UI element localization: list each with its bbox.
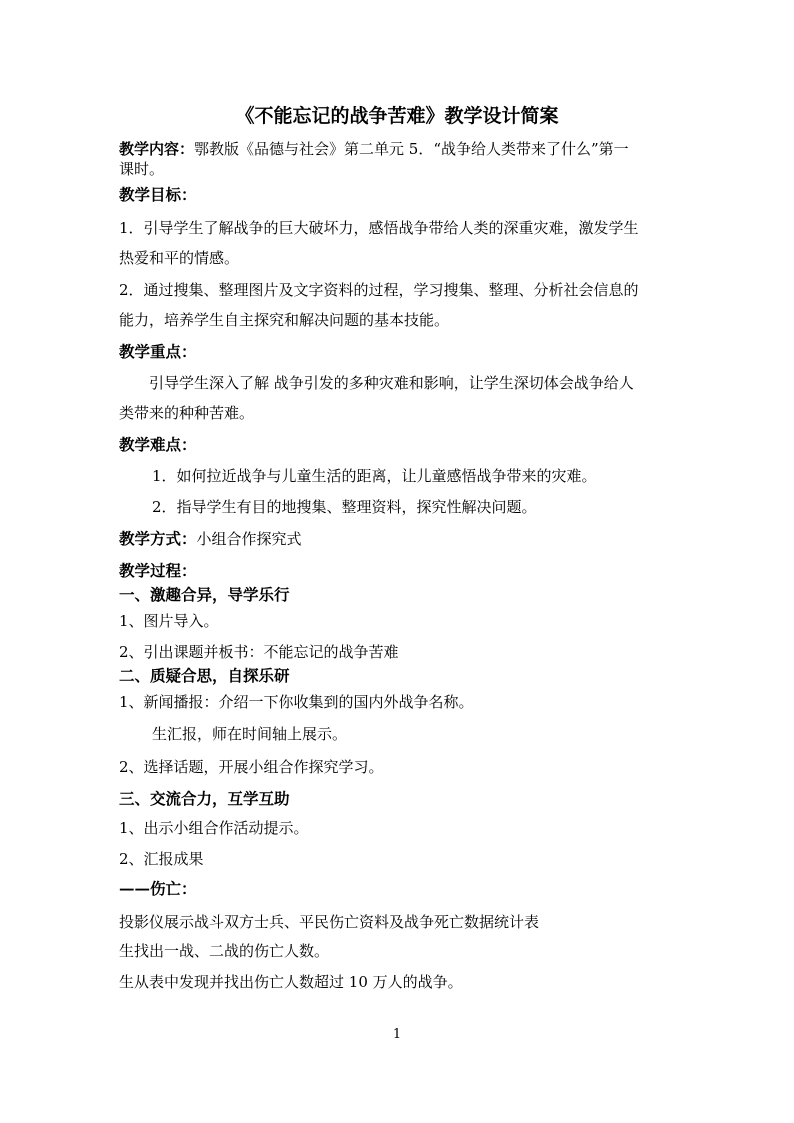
key-point-line-2: 类带来的种种苦难。 <box>119 404 255 422</box>
document-title: 《不能忘记的战争苦难》教学设计简案 <box>235 105 559 127</box>
page-number: 1 <box>392 1027 402 1042</box>
section2-item-3: 2、选择话题，开展小组合作探究学习。 <box>119 758 384 776</box>
section3-item-2: 2、汇报成果 <box>119 850 204 868</box>
section3-sub-item-1: 投影仪展示战斗双方士兵、平民伤亡资料及战争死亡数据统计表 <box>119 913 540 931</box>
key-points-heading: 教学重点： <box>119 342 197 361</box>
objectives-heading: 教学目标： <box>119 185 197 204</box>
objective-line-2: 热爱和平的情感。 <box>119 249 240 267</box>
content-label: 教学内容： <box>119 140 195 158</box>
section2-heading: 二、质疑合思，自探乐研 <box>119 666 290 685</box>
objective-line-3: 2．通过搜集、整理图片及文字资料的过程，学习搜集、整理、分析社会信息的 <box>119 281 639 299</box>
content-text-1: 鄂教版《品德与社会》第二单元 5．“战争给人类带来了什么”第一 <box>194 140 629 158</box>
section2-item-1: 1、新闻播报：介绍一下你收集到的国内外战争名称。 <box>119 693 474 711</box>
difficulty-line-2: 2．指导学生有目的地搜集、整理资料，探究性解决问题。 <box>152 498 537 516</box>
section3-heading: 三、交流合力，互学互助 <box>119 789 290 808</box>
section1-item-2: 2、引出课题并板书：不能忘记的战争苦难 <box>119 643 399 661</box>
objective-line-1: 1．引导学生了解战争的巨大破坏力，感悟战争带给人类的深重灾难，激发学生 <box>119 219 639 237</box>
difficulty-line-1: 1．如何拉近战争与儿童生活的距离，让儿童感悟战争带来的灾难。 <box>152 467 597 485</box>
section3-item-1: 1、出示小组合作活动提示。 <box>119 819 309 837</box>
method-text: 小组合作探究式 <box>196 530 302 548</box>
method-label: 教学方式： <box>119 529 197 548</box>
objective-line-4: 能力，培养学生自主探究和解决问题的基本技能。 <box>119 311 450 329</box>
content-line-2: 课时。 <box>119 160 165 178</box>
section3-sub-item-2: 生找出一战、二战的伤亡人数。 <box>119 942 330 960</box>
section1-heading: 一、激趣合异，导学乐行 <box>119 585 290 604</box>
content-line-1 <box>119 139 629 159</box>
section3-sub-item-3: 生从表中发现并找出伤亡人数超过 10 万人的战争。 <box>119 973 463 991</box>
key-point-line-1: 引导学生深入了解 战争引发的多种灾难和影响，让学生深切体会战争给人 <box>149 374 634 392</box>
section3-subheading: ——伤亡： <box>119 879 197 898</box>
process-heading: 教学过程： <box>119 561 197 580</box>
section2-item-2: 生汇报，师在时间轴上展示。 <box>152 725 348 743</box>
method-line <box>119 529 302 549</box>
difficulties-heading: 教学难点： <box>119 435 197 454</box>
section1-item-1: 1、图片导入。 <box>119 612 219 630</box>
